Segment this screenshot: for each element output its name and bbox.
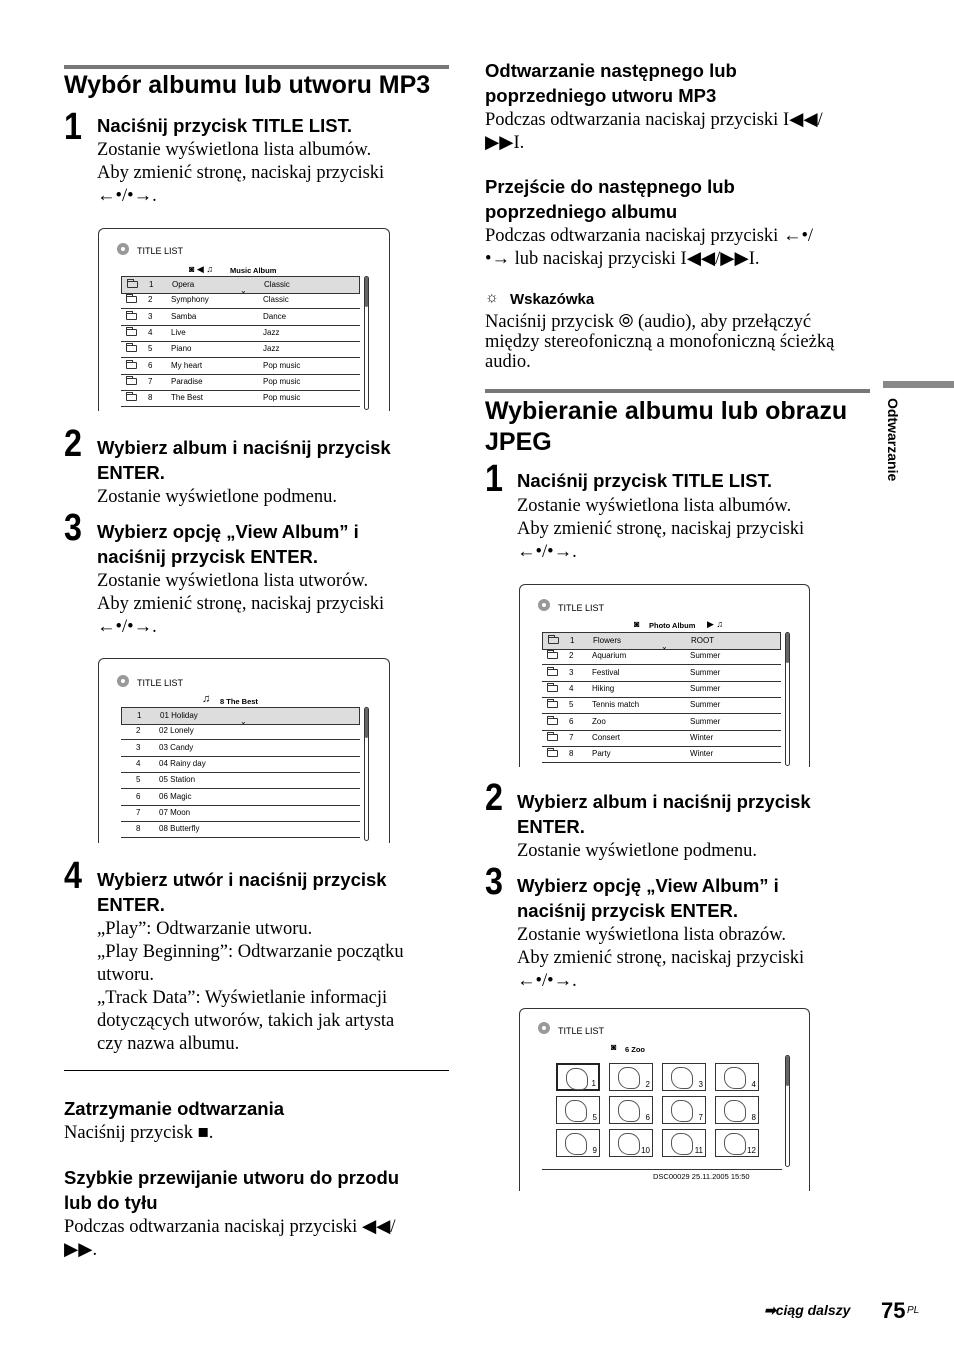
- chevron-down-icon: ⌄: [240, 286, 247, 295]
- item-genre: Pop music: [263, 376, 301, 386]
- folder-icon: [547, 750, 558, 757]
- list-item[interactable]: [121, 789, 360, 806]
- folder-icon: [126, 362, 137, 369]
- item-number: 7: [136, 807, 141, 817]
- tip-body: Naciśnij przycisk ⦾ (audio), aby przełączyć między stereofoniczną a monofoniczną ścieżką audio.: [485, 312, 835, 372]
- item-name: Live: [171, 327, 186, 337]
- thumbnail-number: 2: [645, 1080, 650, 1089]
- item-number: 3: [569, 667, 574, 677]
- item-name: 06 Magic: [159, 791, 192, 801]
- item-genre: ROOT: [691, 636, 715, 645]
- list-item[interactable]: [121, 390, 360, 407]
- thumbnail-number: 5: [592, 1113, 597, 1122]
- item-genre: Classic: [263, 295, 289, 305]
- subheading-fast-forward: Szybkie przewijanie utworu do przodu lub do tyłu: [64, 1167, 400, 1213]
- scrollbar[interactable]: [364, 276, 369, 410]
- item-name: 01 Holiday: [160, 711, 198, 720]
- item-name: Hiking: [592, 683, 615, 693]
- list: [542, 632, 781, 762]
- step-body: Zostanie wyświetlona lista albumów. Aby zmienić stronę, naciskaj przyciski ←•/•→.: [517, 496, 805, 562]
- item-name: Flowers: [593, 636, 622, 645]
- item-name: Party: [592, 749, 611, 759]
- item-number: 7: [569, 732, 574, 742]
- folder-icon: [126, 296, 137, 303]
- folder-icon: [126, 378, 137, 385]
- image-thumbnail[interactable]: [609, 1063, 653, 1091]
- list-item[interactable]: [121, 756, 360, 773]
- item-number: 4: [148, 327, 153, 337]
- screen-title: TITLE LIST: [558, 1026, 605, 1036]
- thumbnail-number: 4: [751, 1080, 756, 1089]
- step-heading: Wybierz album i naciśnij przycisk ENTER.: [517, 791, 811, 837]
- step-heading: Wybierz album i naciśnij przycisk ENTER.: [97, 437, 391, 483]
- step-number: 4: [64, 855, 82, 897]
- animal-icon: [671, 1100, 693, 1122]
- list-item[interactable]: [121, 772, 360, 789]
- list-item[interactable]: [121, 276, 360, 294]
- scrollbar[interactable]: [785, 632, 790, 766]
- album-name: 6 Zoo: [625, 1045, 645, 1054]
- folder-icon: [548, 637, 559, 644]
- item-genre: Summer: [690, 651, 721, 661]
- item-number: 2: [136, 726, 141, 736]
- animal-icon: [565, 1133, 587, 1155]
- divider: [64, 1070, 449, 1071]
- item-number: 3: [136, 742, 141, 752]
- section-rule: [485, 389, 870, 393]
- image-thumbnail[interactable]: [556, 1096, 600, 1124]
- item-genre: Summer: [690, 716, 721, 726]
- step-body: Zostanie wyświetlona lista utworów. Aby zmienić stronę, naciskaj przyciski ←•/•→.: [97, 571, 385, 637]
- list-item[interactable]: [121, 707, 360, 725]
- camera-icon: ◙: [611, 1042, 617, 1052]
- item-number: 6: [136, 791, 141, 801]
- folder-icon: [126, 394, 137, 401]
- sidebar-label: Odtwarzanie: [885, 398, 901, 482]
- page-number: 75: [881, 1298, 906, 1323]
- step-number: 2: [485, 777, 503, 819]
- item-number: 3: [148, 311, 153, 321]
- image-thumbnail[interactable]: [609, 1129, 653, 1157]
- folder-icon: [547, 701, 558, 708]
- item-number: 1: [137, 711, 142, 720]
- subheading-next-track: Odtwarzanie następnego lub poprzedniego utworu MP3: [485, 60, 737, 106]
- step-body: Zostanie wyświetlone podmenu.: [97, 487, 337, 507]
- item-number: 1: [149, 280, 154, 289]
- list-item[interactable]: [121, 723, 360, 740]
- item-name: The Best: [171, 393, 204, 403]
- list-item[interactable]: [542, 746, 781, 763]
- stop-body: Naciśnij przycisk ■.: [64, 1123, 214, 1143]
- chevron-down-icon: ⌄: [661, 642, 668, 651]
- fast-forward-body: Podczas odtwarzania naciskaj przyciski ◀◀/ ▶▶.: [64, 1217, 396, 1260]
- folder-icon: [126, 329, 137, 336]
- image-info: DSC00029 25.11.2005 15:50: [653, 1172, 750, 1181]
- screen-title: TITLE LIST: [558, 603, 605, 613]
- continued-label: ➡ciąg dalszy: [764, 1302, 851, 1318]
- disc-icon: [117, 243, 129, 255]
- disc-icon: [117, 675, 129, 687]
- screen-title: TITLE LIST: [137, 246, 184, 256]
- list-item[interactable]: [542, 632, 781, 650]
- item-genre: Jazz: [263, 344, 280, 354]
- list-item[interactable]: [542, 681, 781, 698]
- item-genre: Classic: [264, 280, 290, 289]
- step-number: 1: [485, 458, 503, 500]
- item-genre: Summer: [690, 667, 721, 677]
- animal-icon: [671, 1067, 693, 1089]
- folder-icon: [126, 313, 137, 320]
- chevron-down-icon: ⌄: [240, 717, 247, 726]
- item-number: 1: [570, 636, 575, 645]
- item-name: Opera: [172, 280, 195, 289]
- item-number: 4: [136, 758, 141, 768]
- thumbnail-number: 7: [698, 1113, 703, 1122]
- item-number: 8: [148, 393, 153, 403]
- list-item[interactable]: [542, 730, 781, 747]
- item-number: 5: [569, 700, 574, 710]
- subheading-stop: Zatrzymanie odtwarzania: [64, 1098, 285, 1119]
- thumbnail-number: 6: [645, 1113, 650, 1122]
- list: [121, 276, 360, 406]
- image-thumbnail[interactable]: [556, 1063, 600, 1091]
- step-body: Zostanie wyświetlona lista albumów. Aby zmienić stronę, naciskaj przyciski ←•/•→.: [97, 140, 385, 206]
- step-heading: Naciśnij przycisk TITLE LIST.: [97, 115, 352, 136]
- image-grid-screen: [519, 1008, 810, 1191]
- tip-icon: ☼: [485, 289, 499, 306]
- item-number: 5: [148, 344, 153, 354]
- item-name: 05 Station: [159, 775, 196, 785]
- scrollbar[interactable]: [785, 1055, 790, 1167]
- section-heading: Wybór albumu lub utworu MP3: [64, 71, 431, 99]
- item-number: 4: [569, 683, 574, 693]
- album-name: Music Album: [230, 266, 277, 275]
- folder-icon: [126, 345, 137, 352]
- item-name: Symphony: [171, 295, 209, 305]
- item-genre: Winter: [690, 749, 714, 759]
- list-item[interactable]: [121, 358, 360, 375]
- item-genre: Winter: [690, 732, 714, 742]
- page-lang: PL: [907, 1305, 920, 1316]
- item-number: 6: [569, 716, 574, 726]
- animal-icon: [618, 1133, 640, 1155]
- item-number: 5: [136, 775, 141, 785]
- item-number: 8: [569, 749, 574, 759]
- track-list-screen: [98, 658, 390, 843]
- thumbnail-grid: [542, 1055, 782, 1170]
- step-number: 3: [64, 507, 82, 549]
- item-genre: Pop music: [263, 393, 301, 403]
- item-genre: Summer: [690, 683, 721, 693]
- item-genre: Pop music: [263, 360, 301, 370]
- item-name: Consert: [592, 732, 621, 742]
- thumbnail-number: 8: [751, 1113, 756, 1122]
- thumbnail-number: 11: [694, 1146, 703, 1155]
- animal-icon: [724, 1100, 746, 1122]
- list-item[interactable]: [121, 341, 360, 358]
- list: [121, 707, 360, 839]
- subheading-next-album: Przejście do następnego lub poprzedniego albumu: [485, 176, 735, 222]
- step-body: Zostanie wyświetlone podmenu.: [517, 841, 757, 861]
- animal-icon: [618, 1067, 640, 1089]
- thumbnail-number: 9: [592, 1146, 597, 1155]
- note-icon: ♫: [202, 693, 211, 705]
- item-name: My heart: [171, 360, 203, 370]
- scrollbar[interactable]: [364, 707, 369, 841]
- image-thumbnail[interactable]: [715, 1063, 759, 1091]
- list-item[interactable]: [121, 740, 360, 757]
- item-number: 2: [148, 295, 153, 305]
- image-thumbnail[interactable]: [715, 1096, 759, 1124]
- thumbnail-number: 1: [591, 1079, 596, 1088]
- item-number: 6: [148, 360, 153, 370]
- item-name: Paradise: [171, 376, 203, 386]
- step-body: „Play”: Odtwarzanie utworu. „Play Beginning”: Odtwarzanie początku utworu. „Track Data”: Wyświetlanie informacji dotyczących utworów, takich jak artysta czy nazwa albumu.: [97, 919, 404, 1054]
- image-thumbnail[interactable]: [662, 1063, 706, 1091]
- folder-icon: [547, 652, 558, 659]
- animal-icon: [724, 1133, 746, 1155]
- item-number: 7: [148, 376, 153, 386]
- item-name: Samba: [171, 311, 197, 321]
- list-item[interactable]: [121, 309, 360, 326]
- animal-icon: [566, 1068, 588, 1090]
- disc-icon: [538, 1022, 550, 1034]
- album-name: 8 The Best: [220, 697, 258, 706]
- camera-icon: ◙ ◀ ♫: [189, 264, 214, 274]
- step-heading: Naciśnij przycisk TITLE LIST.: [517, 470, 772, 491]
- animal-icon: [565, 1100, 587, 1122]
- image-thumbnail[interactable]: [662, 1096, 706, 1124]
- step-heading: Wybierz utwór i naciśnij przycisk ENTER.: [97, 869, 387, 915]
- camera-icon: ◙: [634, 619, 640, 629]
- item-genre: Summer: [690, 700, 721, 710]
- item-name: Festival: [592, 667, 620, 677]
- item-name: Aquarium: [592, 651, 627, 661]
- step-number: 3: [485, 861, 503, 903]
- album-name: Photo Album: [649, 621, 696, 630]
- item-name: Piano: [171, 344, 192, 354]
- section-rule: [64, 65, 449, 69]
- image-thumbnail[interactable]: [556, 1129, 600, 1157]
- list-item[interactable]: [542, 665, 781, 682]
- image-thumbnail[interactable]: [715, 1129, 759, 1157]
- thumbnail-number: 12: [747, 1146, 756, 1155]
- folder-icon: [127, 281, 138, 288]
- list-item[interactable]: [121, 325, 360, 342]
- list-item[interactable]: [121, 374, 360, 391]
- folder-icon: [547, 669, 558, 676]
- next-track-body: Podczas odtwarzania naciskaj przyciski I◀◀/ ▶▶I.: [485, 110, 823, 153]
- item-genre: Jazz: [263, 327, 280, 337]
- item-name: 02 Lonely: [159, 726, 194, 736]
- screen-title: TITLE LIST: [137, 678, 184, 688]
- item-name: 04 Rainy day: [159, 758, 206, 768]
- step-number: 1: [64, 106, 82, 148]
- next-album-body: Podczas odtwarzania naciskaj przyciski ←•/ •→ lub naciskaj przyciski I◀◀/▶▶I.: [485, 226, 814, 269]
- animal-icon: [671, 1133, 693, 1155]
- animal-icon: [618, 1100, 640, 1122]
- thumbnail-number: 3: [698, 1080, 703, 1089]
- item-number: 2: [569, 651, 574, 661]
- tip-heading: Wskazówka: [510, 291, 595, 308]
- item-name: Zoo: [592, 716, 606, 726]
- list-item[interactable]: [121, 292, 360, 309]
- folder-icon: [547, 718, 558, 725]
- item-name: Tennis match: [592, 700, 640, 710]
- title-list-screen: [98, 228, 390, 411]
- item-number: 8: [136, 824, 141, 834]
- image-thumbnail[interactable]: [609, 1096, 653, 1124]
- animal-icon: [724, 1067, 746, 1089]
- sidebar-tab: [883, 381, 954, 388]
- disc-icon: [538, 599, 550, 611]
- step-number: 2: [64, 423, 82, 465]
- list-item[interactable]: [121, 821, 360, 838]
- image-thumbnail[interactable]: [662, 1129, 706, 1157]
- photo-list-screen: [519, 584, 810, 767]
- item-name: 03 Candy: [159, 742, 194, 752]
- step-body: Zostanie wyświetlona lista obrazów. Aby zmienić stronę, naciskaj przyciski ←•/•→.: [517, 925, 805, 991]
- list-item[interactable]: [542, 714, 781, 731]
- note-icon: ▶ ♫: [707, 619, 724, 629]
- item-name: 08 Butterfly: [159, 824, 200, 834]
- list-item[interactable]: [542, 648, 781, 665]
- list-item[interactable]: [542, 697, 781, 714]
- thumbnail-number: 10: [641, 1146, 650, 1155]
- item-genre: Dance: [263, 311, 287, 321]
- step-heading: Wybierz opcję „View Album” i naciśnij przycisk ENTER.: [97, 521, 359, 567]
- item-name: 07 Moon: [159, 807, 191, 817]
- section-heading: Wybieranie albumu lub obrazu JPEG: [485, 397, 848, 456]
- step-heading: Wybierz opcję „View Album” i naciśnij przycisk ENTER.: [517, 875, 779, 921]
- list-item[interactable]: [121, 805, 360, 822]
- folder-icon: [547, 685, 558, 692]
- folder-icon: [547, 734, 558, 741]
